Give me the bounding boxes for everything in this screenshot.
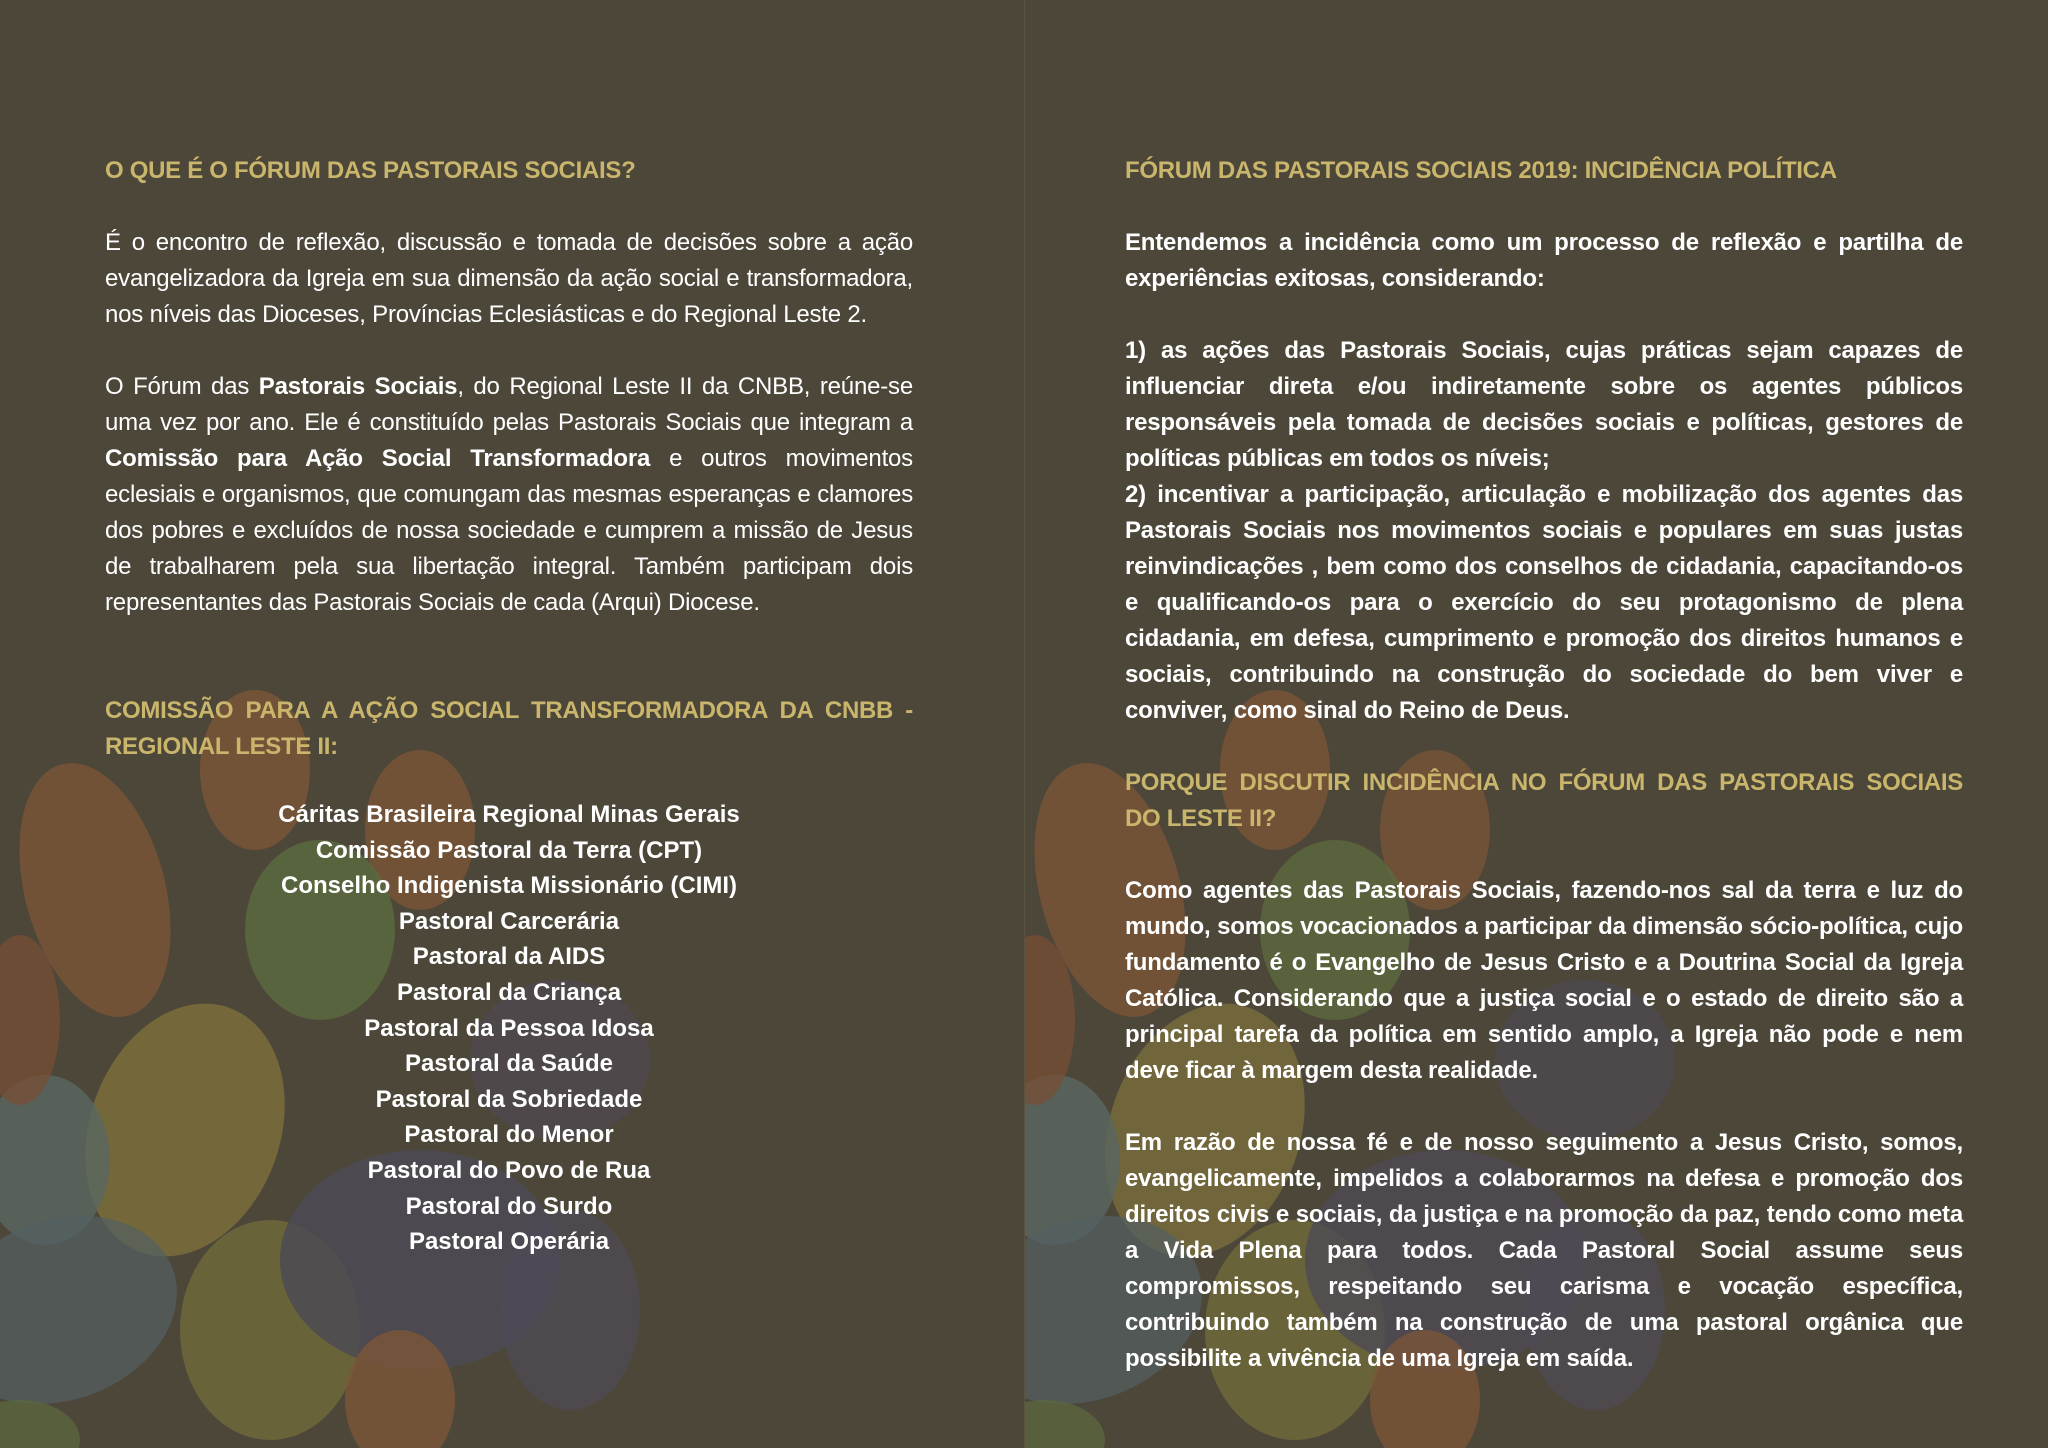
list-item: Pastoral da Sobriedade — [375, 1085, 643, 1113]
paragraph-forum-description: O Fórum das Pastorais Sociais, do Regional Leste II da CNBB, reúne-se uma vez por ano. Ele é constituído pelas Pastorais Sociais que integram a Comissão para Ação Social Transformadora e outros movimentos eclesiais e organismos, que comungam das mesmas esperanças e clamores dos pobres e excluídos de nossa sociedade e cumprem a missão de Jesus de trabalharem pela sua libertação integral. Também participam dois representantes das Pastorais Sociais de cada (Arqui) Diocese. — [105, 373, 913, 616]
heading-what-is-forum: O QUE É O FÓRUM DAS PASTORAIS SOCIAIS? — [105, 157, 636, 184]
right-page — [1024, 0, 2048, 1448]
list-item: Pastoral da AIDS — [412, 943, 606, 971]
heading-commission: COMISSÃO PARA A AÇÃO SOCIAL TRANSFORMADORA DA CNBB - REGIONAL LESTE II: — [105, 697, 913, 760]
list-item: Comissão Pastoral da Terra (CPT) — [315, 836, 703, 864]
paragraph-definition: É o encontro de reflexão, discussão e tomada de decisões sobre a ação evangelizadora da Igreja em sua dimensão da ação social e transformadora, nos níveis das Dioceses, Províncias Eclesiásticas e do Regional Leste 2. — [105, 229, 913, 328]
right-content — [1125, 153, 1963, 1377]
left-content — [105, 153, 913, 1260]
list-item: Pastoral Operária — [408, 1228, 610, 1256]
list-item: Pastoral do Menor — [404, 1121, 614, 1149]
list-item: Pastoral do Surdo — [405, 1192, 613, 1220]
heading-why-discuss: PORQUE DISCUTIR INCIDÊNCIA NO FÓRUM DAS PASTORAIS SOCIAIS DO LESTE II? — [1125, 769, 1963, 832]
list-item: Pastoral da Pessoa Idosa — [364, 1014, 654, 1042]
list-item: Pastoral Carcerária — [398, 907, 620, 935]
paragraph-item-2: 2) incentivar a participação, articulação e mobilização dos agentes das Pastorais Sociais nos movimentos sociais e populares em suas justas reinvindicações , bem como dos conselhos de cidadania, capacitando-os e qualificando-os para o exercício do seu protagonismo de plena cidadania, em defesa, cumprimento e promoção dos direitos humanos e sociais, contribuindo na construção do sociedade do bem viver e conviver, como sinal do Reino de Deus. — [1125, 481, 1963, 724]
paragraph-incidence-intro: Entendemos a incidência como um processo de reflexão e partilha de experiências exitosas, considerando: — [1125, 229, 1963, 292]
list-item: Pastoral da Criança — [396, 978, 622, 1006]
paragraph-item-1: 1) as ações das Pastorais Sociais, cujas práticas sejam capazes de influenciar direta e/ou indiretamente sobre os agentes públicos responsáveis pela tomada de decisões sociais e políticas, gestores de políticas públicas em todos os níveis; — [1125, 337, 1963, 472]
list-item: Conselho Indigenista Missionário (CIMI) — [280, 872, 738, 900]
list-item: Pastoral da Saúde — [404, 1050, 614, 1078]
heading-forum-2019: FÓRUM DAS PASTORAIS SOCIAIS 2019: INCIDÊNCIA POLÍTICA — [1125, 157, 1837, 184]
commission-member-list — [105, 797, 913, 1260]
list-item: Cáritas Brasileira Regional Minas Gerais — [278, 801, 740, 828]
paragraph-faith: Em razão de nossa fé e de nosso seguimento a Jesus Cristo, somos, evangelicamente, impelidos a colaborarmos na defesa e promoção dos direitos civis e sociais, da justiça e na promoção da paz, tendo como meta a Vida Plena para todos. Cada Pastoral Social assume seus compromissos, respeitando seu carisma e vocação específica, contribuindo também na construção de uma pastoral orgânica que possibilite a vivência de uma Igreja em saída. — [1125, 1129, 1963, 1372]
list-item: Pastoral do Povo de Rua — [367, 1156, 651, 1184]
paragraph-agents: Como agentes das Pastorais Sociais, fazendo-nos sal da terra e luz do mundo, somos vocacionados a participar da dimensão sócio-política, cujo fundamento é o Evangelho de Jesus Cristo e a Doutrina Social da Igreja Católica. Considerando que a justiça social e o estado de direito são a principal tarefa da política em sentido amplo, a Igreja não pode e nem deve ficar à margem desta realidade. — [1125, 877, 1963, 1084]
